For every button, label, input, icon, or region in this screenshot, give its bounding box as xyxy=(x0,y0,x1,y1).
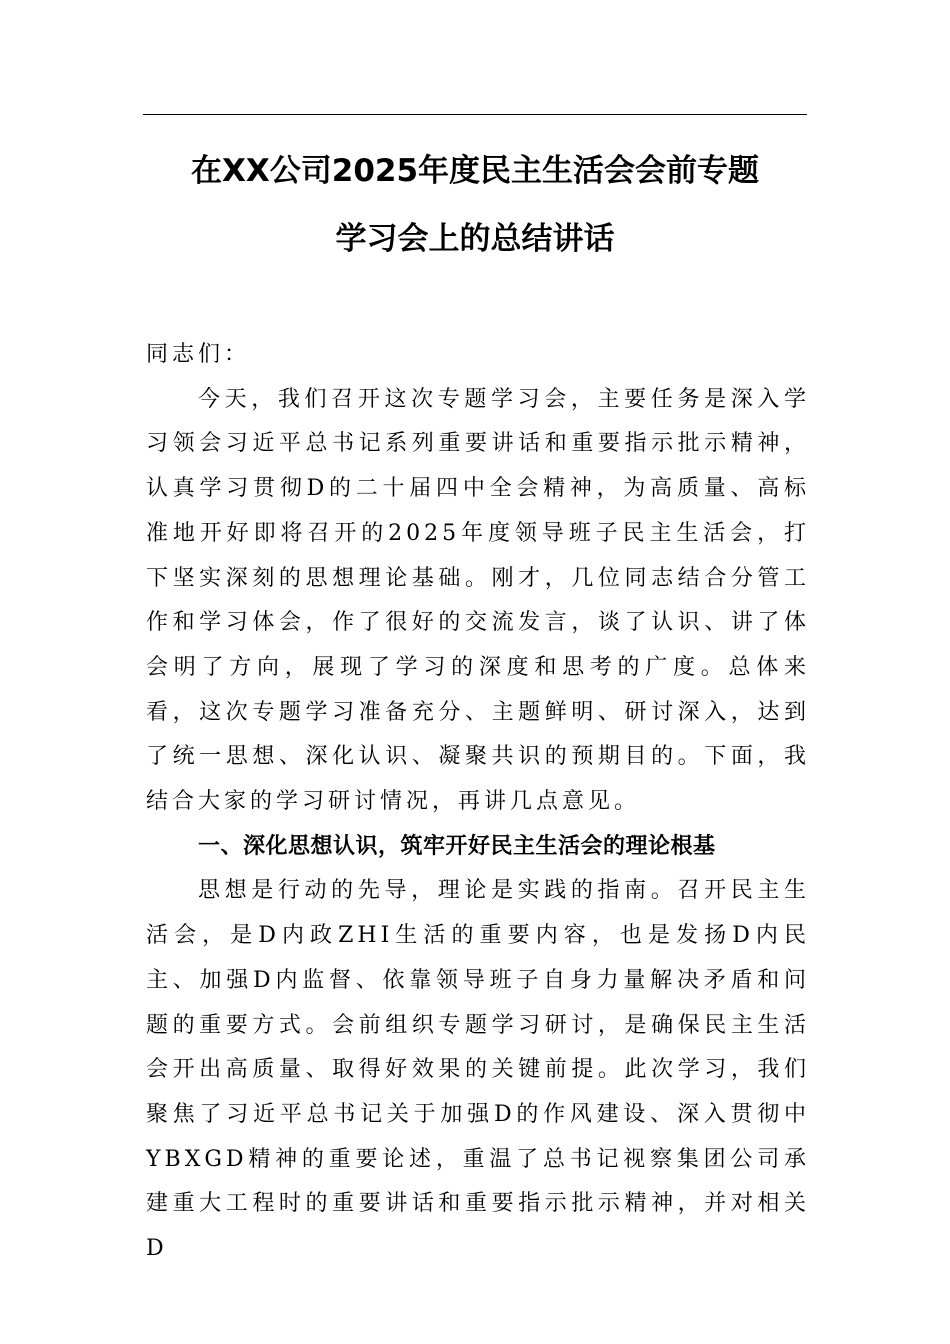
paragraph-intro: 今天，我们召开这次专题学习会，主要任务是深入学习领会习近平总书记系列重要讲话和重要指示批示精神，认真学习贯彻D的二十届四中全会精神，为高质量、高标准地开好即将召开的2025年度领导班子民主生活会，打下坚实深刻的思想理论基础。刚才，几位同志结合分管工作和学习体会，作了很好的交流发言，谈了认识、讲了体会明了方向，展现了学习的深度和思考的广度。总体来看，这次专题学习准备充分、主题鲜明、研讨深入，达到了统一思想、深化认识、凝聚共识的预期目的。下面，我结合大家的学习研讨情况，再讲几点意见。 xyxy=(146,386,810,815)
document-title-line-1: 在XX公司2025年度民主生活会会前专题 xyxy=(190,152,760,189)
document-body xyxy=(146,333,810,1272)
document-title-line-2: 学习会上的总结讲话 xyxy=(335,220,615,257)
section-heading-1: 一、深化思想认识，筑牢开好民主生活会的理论根基 xyxy=(198,833,716,859)
salutation: 同志们： xyxy=(146,342,251,367)
header-rule xyxy=(143,114,807,115)
paragraph-section-1: 思想是行动的先导，理论是实践的指南。召开民主生活会，是D内政ZHI生活的重要内容，也是发扬D内民主、加强D内监督、依靠领导班子自身力量解决矛盾和问题的重要方式。会前组织专题学习研讨，是确保民主生活会开出高质量、取得好效果的关键前提。此次学习，我们聚焦了习近平总书记关于加强D的作风建设、深入贯彻中YBXGD精神的重要论述，重温了总书记视察集团公司承建重大工程时的重要讲话和重要指示批示精神，并对相关D xyxy=(146,878,810,1262)
